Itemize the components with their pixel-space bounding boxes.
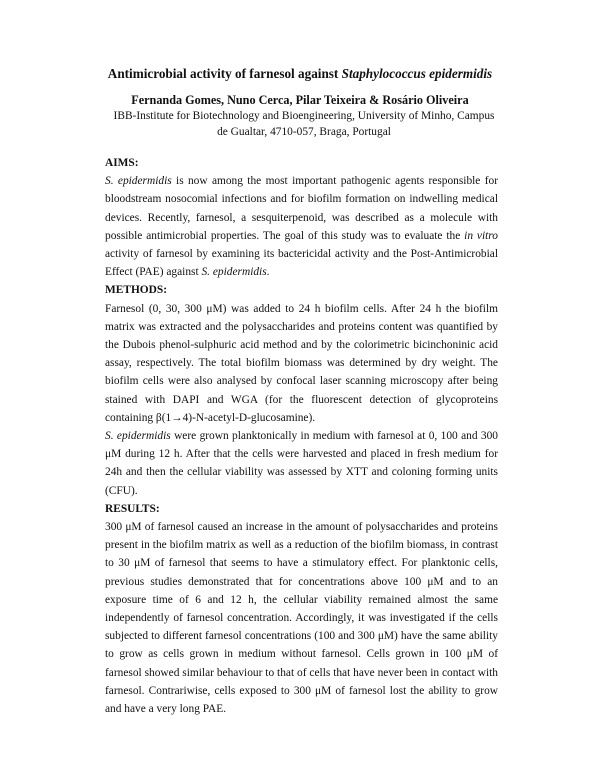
species-name: S. epidermidis: [105, 175, 172, 188]
title-species: Staphylococcus epidermidis: [341, 66, 493, 81]
methods-text-2: were grown planktonically in medium with farnesol at 0, 100 and 300 μM during 12 h. After that the cells were harvested and placed in fresh medium for 24h and then the cellular viability was assessed by XTT and coloning forming units (CFU).: [105, 430, 498, 497]
methods-paragraph-1: Farnesol (0, 30, 300 μM) was added to 24 h biofilm cells. After 24 h the biofilm matrix was extracted and the polysaccharides and proteins content was quantified by the Dubois phenol-sulphuric acid method and by the colorimetric bicinchoninic acid assay, respectively. The total biofilm biomass was determined by dry weight. The biofilm cells were also analysed by confocal laser scanning microscopy after being stained with DAPI and WGA (for the fluorescent detection of glycoproteins containing β(1→4)-N-acetyl-D-glucosamine).: [105, 302, 498, 424]
aims-text-1: is now among the most important pathogenic agents responsible for bloodstream nosocomial infections and for biofilm formation on indwelling medical devices. Recently, farnesol, a sesquiterpenoid, was described as a molecule with possible antimicrobial properties. The goal of this study was to evaluate the: [105, 175, 498, 242]
affiliation: IBB-Institute for Biotechnology and Bioengineering, University of Minho, Campus de Gualtar, 4710-057, Braga, Portugal: [113, 110, 495, 138]
abstract-body: [105, 154, 498, 718]
title-text: Antimicrobial activity of farnesol against: [107, 66, 342, 81]
methods-heading: METHODS:: [105, 284, 168, 297]
author-list: Fernanda Gomes, Nuno Cerca, Pilar Teixeira & Rosário Oliveira: [131, 93, 469, 107]
species-name: S. epidermidis: [201, 266, 267, 279]
aims-text-2: activity of farnesol by examining its bactericidal activity and the Post-Antimicrobial Effect (PAE) against: [105, 248, 498, 279]
aims-paragraph: [105, 172, 498, 281]
aims-text-end: .: [266, 266, 270, 279]
results-paragraph: 300 μM of farnesol caused an increase in the amount of polysaccharides and proteins present in the biofilm matrix as well as a reduction of the biofilm biomass, in contrast to 30 μM of farnesol that seems to have a stimulatory effect. For planktonic cells, previous studies demonstrated that for concentrations above 100 μM and to an exposure time of 6 and 12 h, the cellular viability remained almost the same independently of farnesol concentration. Accordingly, it was investigated if the cells subjected to different farnesol concentrations (100 and 300 μM) have the same ability to grow as cells grown in medium without farnesol. Cells grown in 100 μM of farnesol showed similar behaviour to that of cells that have never been in contact with farnesol. Contrariwise, cells exposed to 300 μM of farnesol lost the ability to grow and have a very long PAE.: [105, 521, 498, 716]
aims-heading: AIMS:: [105, 157, 139, 169]
in-vitro-term: in vitro: [464, 229, 498, 242]
methods-paragraph-2: [105, 427, 498, 500]
species-name: S. epidermidis: [105, 430, 171, 443]
paper-title: [0, 66, 600, 82]
results-heading: RESULTS:: [105, 502, 160, 515]
